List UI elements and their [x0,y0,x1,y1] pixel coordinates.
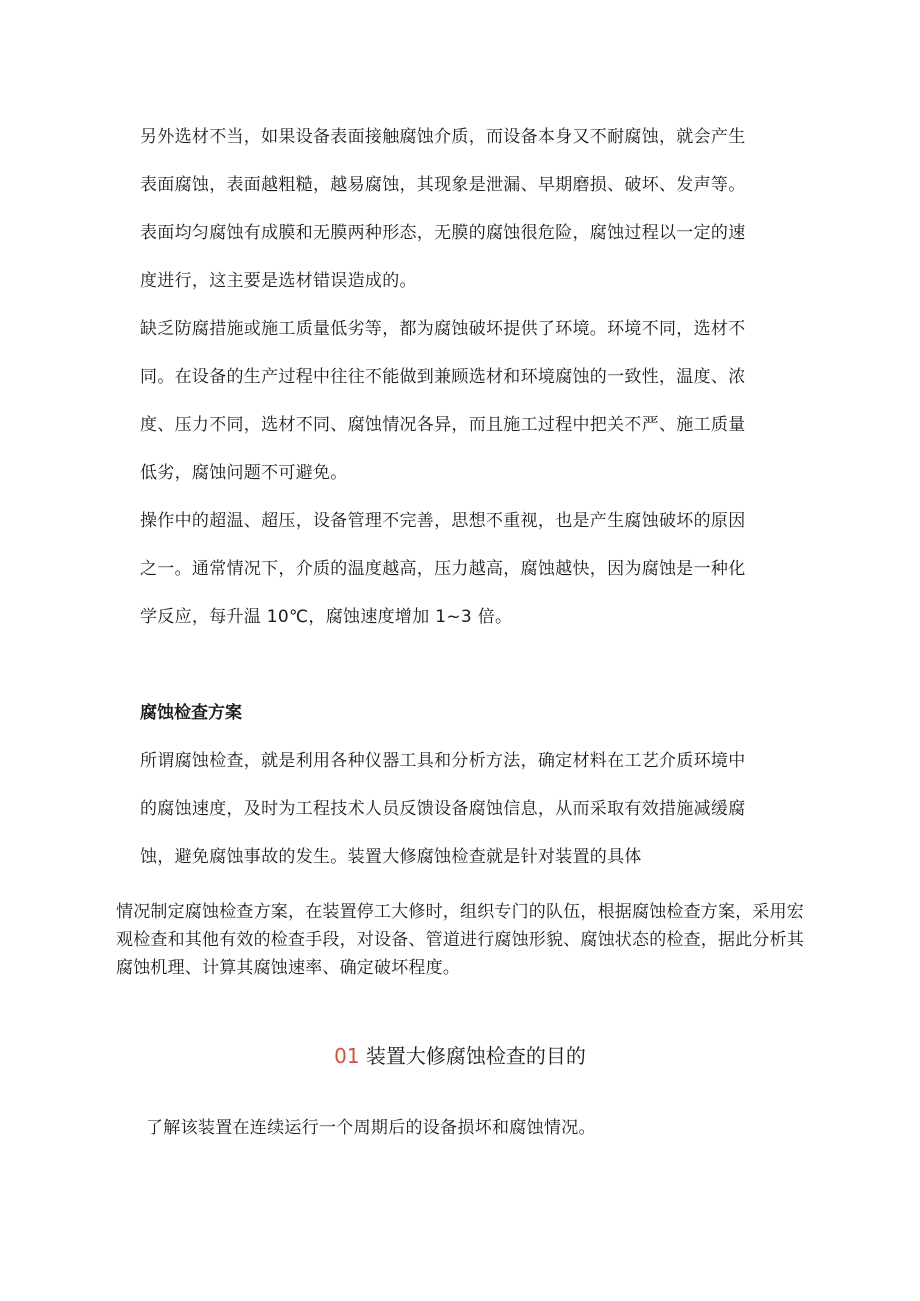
section-title [0,1040,920,1069]
inspection-paragraph: 情况制定腐蚀检查方案，在装置停工大修时，组织专门的队伍，根据腐蚀检查方案，采用宏观检查和其他有效的检查手段，对设备、管道进行腐蚀形貌、腐蚀状态的检查，据此分析其腐蚀机理、计算其腐蚀速率、确定破坏程度。 [116,902,804,978]
purpose-text: 了解该装置在连续运行一个周期后的设备损坏和腐蚀情况。 [146,1118,596,1138]
paragraph-line: 操作中的超温、超压，设备管理不完善，思想不重视，也是产生腐蚀破坏的原因 [140,511,746,531]
paragraph-line: 同。在设备的生产过程中往往不能做到兼顾选材和环境腐蚀的一致性，温度、浓 [140,367,746,387]
paragraph-line: 度进行，这主要是选材错误造成的。 [140,271,417,291]
paragraph-line: 表面腐蚀，表面越粗糙，越易腐蚀，其现象是泄漏、早期磨损、破坏、发声等。 [140,175,746,195]
paragraph-line: 表面均匀腐蚀有成膜和无膜两种形态，无膜的腐蚀很危险，腐蚀过程以一定的速 [140,223,746,243]
paragraph-line: 缺乏防腐措施或施工质量低劣等，都为腐蚀破坏提供了环境。环境不同，选材不 [140,319,746,339]
paragraph-line: 度、压力不同，选材不同、腐蚀情况各异，而且施工过程中把关不严、施工质量 [140,415,746,435]
inspection-line: 所谓腐蚀检查，就是利用各种仪器工具和分析方法，确定材料在工艺介质环境中 [140,751,746,771]
inspection-line: 的腐蚀速度，及时为工程技术人员反馈设备腐蚀信息，从而采取有效措施减缓腐 [140,799,746,819]
section-number: 01 [334,1044,360,1068]
paragraph-line: 学反应，每升温 10℃，腐蚀速度增加 1~3 倍。 [140,607,513,627]
section-heading: 腐蚀检查方案 [140,703,242,723]
paragraph-line: 低劣，腐蚀问题不可避免。 [140,463,348,483]
paragraph-line: 另外选材不当，如果设备表面接触腐蚀介质，而设备本身又不耐腐蚀，就会产生 [140,127,746,147]
paragraph-line: 之一。通常情况下，介质的温度越高，压力越高，腐蚀越快，因为腐蚀是一种化 [140,559,746,579]
section-title-text: 装置大修腐蚀检查的目的 [365,1044,586,1068]
inspection-line: 蚀，避免腐蚀事故的发生。装置大修腐蚀检查就是针对装置的具体 [140,847,642,867]
